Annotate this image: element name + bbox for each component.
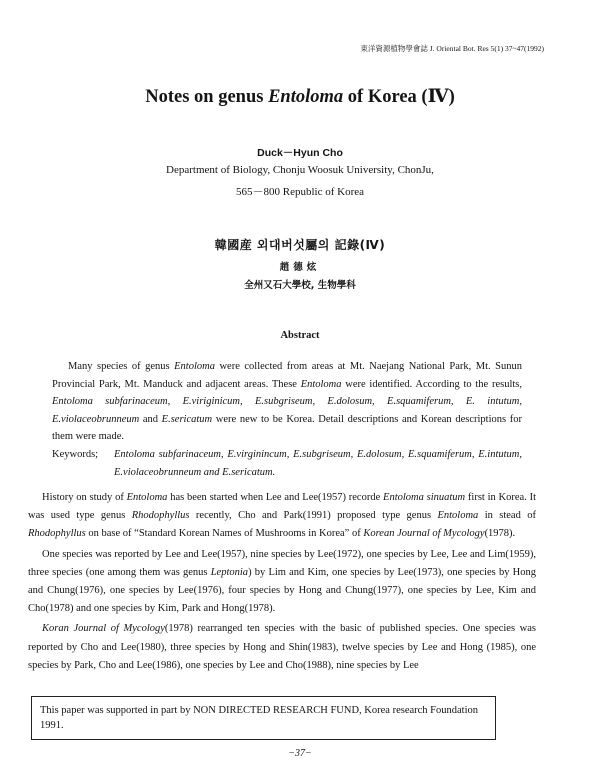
- genus-name: Entoloma: [126, 492, 168, 503]
- abstract-body: [52, 358, 522, 481]
- abstract-text: Many species of genus: [68, 361, 175, 372]
- abstract-paragraph: [52, 358, 522, 446]
- abstract-genus: Entoloma: [174, 361, 215, 372]
- body-text: on base of “Standard Korean Names of Mushrooms in Korea” of: [85, 528, 364, 540]
- author-affiliation-line1: Department of Biology, Chonju Woosuk University, ChonJu,: [166, 164, 434, 176]
- funding-footnote: This paper was supported in part by NON DIRECTED RESEARCH FUND, Korea research Foundation 1991.: [31, 696, 496, 740]
- author-affiliation-line2: 565－800 Republic of Korea: [236, 186, 364, 198]
- abstract-text: and: [139, 413, 162, 425]
- abstract-species-list: Entoloma subfarinaceum, E.viriginicum, E.subgriseum, E.dolosum, E.squamiferum, E. intutum, E.violaceobrunneum: [52, 396, 522, 425]
- abstract-text: were identified. According to the results,: [341, 378, 522, 390]
- genus-name: Entoloma: [437, 510, 479, 522]
- body-text: ) by Lim and Kim, one species by Lee(1973), one species by Hong and Chung(1976), one species by Lee(1976), four species by Hong and Chung(1977), one species by Lee, Kim and Cho(1978) and one species by Kim, Park and Hong(1978).: [28, 566, 536, 615]
- author-name: Duck－Hyun Cho: [257, 147, 343, 159]
- abstract-heading: Abstract: [280, 330, 320, 341]
- body-text: (1978).: [484, 528, 516, 540]
- body-paragraph-2: [28, 546, 536, 619]
- abstract-text: were new to be Korea. Detail descriptions and Korean descriptions for them were made.: [52, 413, 522, 443]
- page-number: −37−: [288, 748, 312, 759]
- journal-reference: 東洋資源植物學會誌 J. Oriental Bot. Res 5(1) 37~47(1992): [360, 44, 544, 53]
- title-suffix: of Korea (Ⅳ): [343, 87, 455, 107]
- main-text: [28, 489, 536, 677]
- body-text: has been started when Lee and Lee(1957) recorde: [167, 492, 384, 503]
- keywords-label: Keywords;: [52, 448, 99, 460]
- korean-affiliation: 全州又石大學校, 生物學科: [244, 280, 356, 291]
- abstract-species: E.sericatum: [161, 413, 213, 425]
- genus-name: Leptonia: [210, 566, 249, 578]
- body-text: (1978) rearranged ten species with the basic of published species. One species was reported by Cho and Lee(1980), three species by Hong and Shin(1983), twelve species by Lee and Hong (1985), one species by Park, Cho and Lee(1986), one species by Lee and Cho(1988), nine species by Lee: [28, 623, 536, 671]
- abstract-text: were collected from areas at Mt. Naejang National Park, Mt. Sunun Provincial Park, Mt. Manduck and adjacent areas. These: [52, 361, 523, 390]
- body-text: first in Korea. It was used type genus: [28, 492, 536, 522]
- title-prefix: Notes on genus: [145, 87, 269, 107]
- abstract-genus: Entoloma: [300, 378, 342, 390]
- body-text: History on study of: [42, 492, 127, 503]
- species-name: Entoloma sinuatum: [383, 492, 466, 503]
- keywords: [52, 446, 522, 481]
- body-paragraph-3: [28, 620, 536, 675]
- title-genus: Entoloma: [268, 87, 344, 107]
- body-text: in stead of: [478, 510, 536, 522]
- body-paragraph-1: [28, 489, 536, 544]
- korean-author: 趙德炫: [279, 262, 321, 273]
- korean-title: 韓國産 외대버섯屬의 記錄(Ⅳ): [214, 238, 386, 252]
- genus-name: Rhodophyllus: [28, 528, 86, 540]
- paper-title: [0, 86, 600, 108]
- keywords-list: Entoloma subfarinaceum, E.virginincum, E.subgriseum, E.dolosum, E.squamiferum, E.intutum, E.violaceobrunneum and E.sericatum.: [114, 448, 522, 478]
- body-text: recently, Cho and Park(1991) proposed type genus: [189, 510, 438, 522]
- genus-name: Rhodophyllus: [131, 510, 190, 522]
- body-text: One species was reported by Lee and Lee(1957), nine species by Lee(1972), one species by Lee, Lee and Lim(1959), three species (one among them was genus: [28, 548, 536, 578]
- journal-name: Korean Journal of Mycology: [363, 528, 485, 540]
- journal-name: Koran Journal of Mycology: [42, 623, 165, 635]
